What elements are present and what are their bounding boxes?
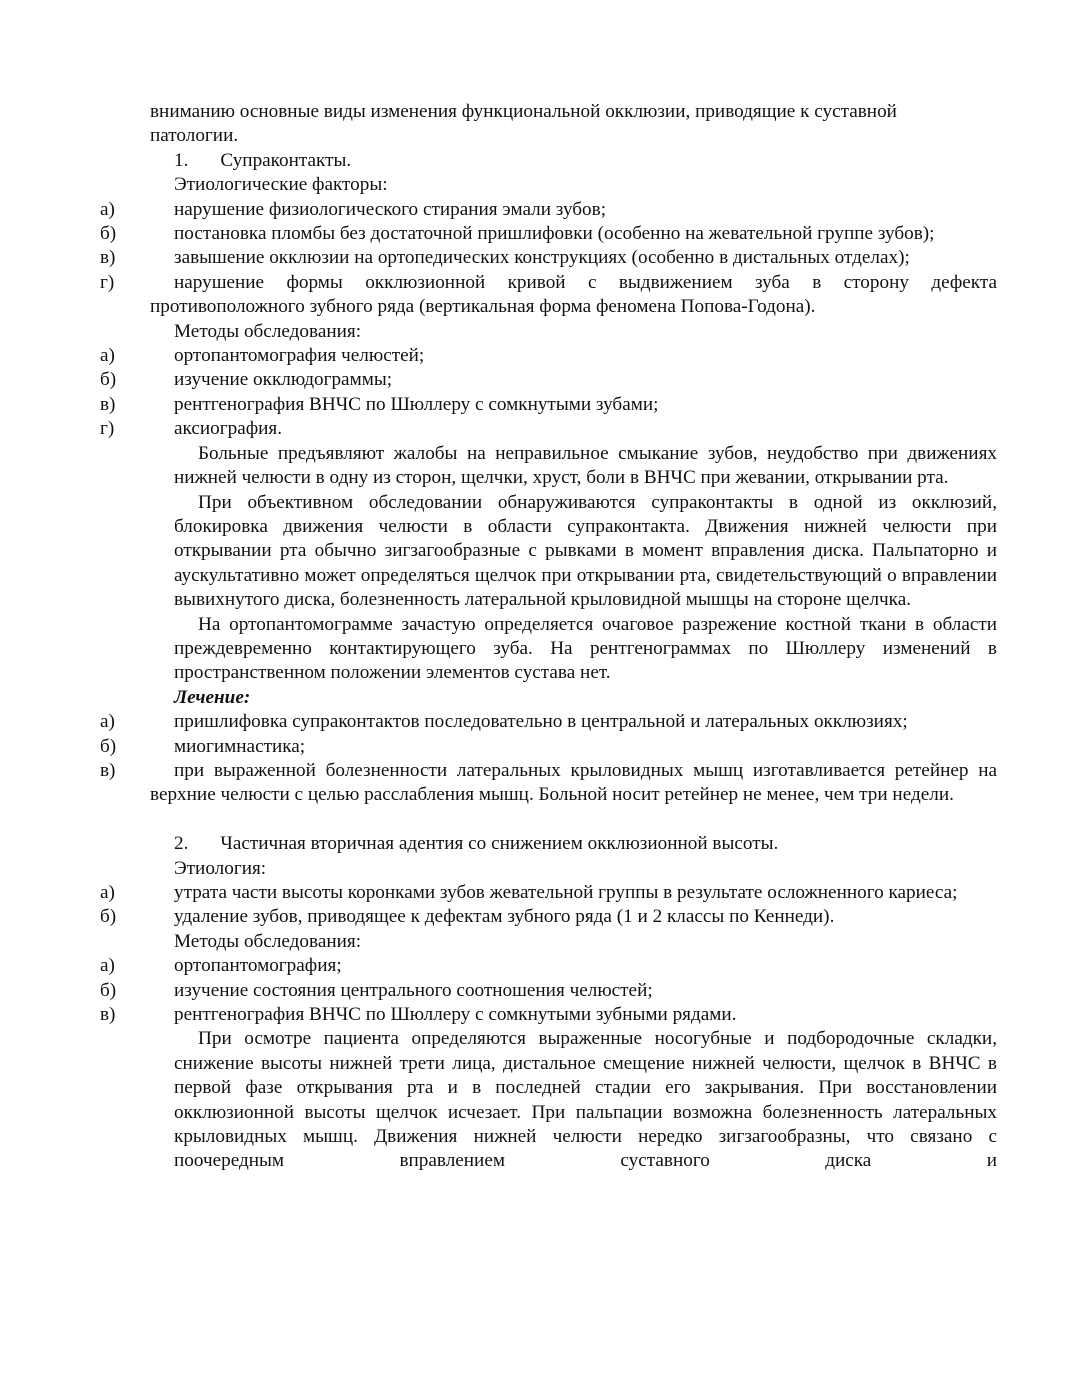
list-item-text: аксиография. [174, 418, 283, 440]
intro-line-2: патологии. [150, 125, 239, 147]
list-item [100, 979, 997, 1003]
list-item [100, 246, 997, 270]
list-marker: в) [100, 393, 116, 415]
list-item-text: рентгенография ВНЧС по Шюллеру с сомкнутыми зубами; [174, 393, 659, 415]
section-2-paragraph-examination: При осмотре пациента определяются выраженные носогубные и подбородочные складки, снижение высоты нижней трети лица, дистальное смещение нижней челюсти, щелчок в ВНЧС в первой фазе открывания рта и в последней стадии его закрывания. При восстановлении окклюзионной высоты щелчок исчезает. При пальпации возможна болезненность латеральных крыловидных мышц. Движения нижней челюсти нередко зигзагообразны, что связано с поочередным вправлением суставного диска и [174, 1028, 997, 1172]
section-spacer [150, 808, 997, 832]
section-1-title: Супраконтакты. [220, 149, 352, 171]
list-marker: а) [100, 881, 115, 903]
list-item-text: пришлифовка супраконтактов последовательно в центральной и латеральных окклюзиях; [174, 711, 908, 733]
list-item-text: ортопантомография челюстей; [174, 345, 425, 367]
section-1-paragraph-complaints: Больные предъявляют жалобы на неправильное смыкание зубов, неудобство при движениях нижней челюсти в одну из сторон, щелчки, хруст, боли в ВНЧС при жевании, открывании рта. [174, 442, 997, 489]
list-item [100, 905, 997, 929]
list-item-text: изучение окклюдограммы; [174, 369, 393, 391]
list-item-text: ортопантомография; [174, 955, 342, 977]
list-item [100, 881, 997, 905]
section-1-treatment-heading: Лечение: [174, 686, 251, 708]
list-item [100, 344, 997, 368]
section-2-title: Частичная вторичная адентия со снижением окклюзионной высоты. [220, 833, 779, 855]
list-item [100, 417, 997, 441]
list-item [100, 710, 997, 734]
list-item [100, 393, 997, 417]
list-item [100, 198, 997, 222]
section-2-etiology-heading: Этиология: [174, 857, 267, 879]
section-1-etiology-heading: Этиологические факторы: [174, 174, 388, 196]
list-item-text: завышение окклюзии на ортопедических конструкциях (особенно в дистальных отделах); [174, 247, 910, 269]
section-1-methods-heading: Методы обследования: [174, 320, 362, 342]
list-marker: а) [100, 711, 115, 733]
section-2-heading [150, 832, 997, 856]
list-marker: б) [100, 979, 117, 1001]
list-item-text: утрата части высоты коронками зубов жевательной группы в результате осложненного кариеса; [174, 881, 958, 903]
section-1-paragraph-examination: При объективном обследовании обнаруживаются супраконтакты в одной из окклюзий, блокировка движения челюсти в области супраконтакта. Движения нижней челюсти при открывании рта обычно зигзагообразные с рывками в момент вправления диска. Пальпаторно и аускультативно может определяться щелчок при открывании рта, свидетельствующий о вправлении вывихнутого диска, болезненность латеральной крыловидной мышцы на стороне щелчка. [174, 491, 997, 611]
section-1-heading [150, 149, 997, 173]
section-1-paragraph-radiography: На ортопантомограмме зачастую определяется очаговое разрежение костной ткани в области преждевременно контактирующего зуба. На рентгенограммах по Шюллеру изменений в пространственном положении элементов сустава нет. [174, 613, 997, 684]
list-item [100, 368, 997, 392]
intro-line-1: вниманию основные виды изменения функциональной окклюзии, приводящие к суставной [150, 101, 897, 122]
list-item-text: при выраженной болезненности латеральных крыловидных мышц изготавливается ретейнер на верхние челюсти с целью расслабления мышц. Больной носит ретейнер не менее, чем три недели. [150, 759, 997, 806]
list-item [100, 1003, 997, 1027]
list-marker: в) [100, 1004, 116, 1026]
list-marker: а) [100, 345, 115, 367]
list-marker: б) [100, 369, 117, 391]
section-1-number: 1. [174, 149, 189, 171]
list-marker: в) [100, 759, 116, 781]
list-marker: б) [100, 735, 117, 757]
list-item [100, 271, 997, 320]
list-item-text: миогимнастика; [174, 735, 306, 757]
list-marker: б) [100, 223, 117, 245]
list-item-text: изучение состояния центрального соотношения челюстей; [174, 979, 653, 1001]
section-2-number: 2. [174, 833, 189, 855]
document-body [100, 100, 997, 1198]
list-marker: в) [100, 247, 116, 269]
list-marker: г) [100, 271, 115, 293]
list-item-text: нарушение формы окклюзионной кривой с выдвижением зуба в сторону дефекта противоположного зубного ряда (вертикальная форма феномена Попова-Годона). [150, 271, 997, 318]
list-item-text: рентгенография ВНЧС по Шюллеру с сомкнутыми зубными рядами. [174, 1004, 737, 1026]
list-item-text: нарушение физиологического стирания эмали зубов; [174, 198, 607, 220]
list-marker: а) [100, 955, 115, 977]
list-item [100, 954, 997, 978]
list-item [100, 759, 997, 808]
list-marker: а) [100, 198, 115, 220]
section-2-methods-heading: Методы обследования: [174, 930, 362, 952]
list-item-text: удаление зубов, приводящее к дефектам зубного ряда (1 и 2 классы по Кеннеди). [174, 906, 835, 928]
list-item [100, 735, 997, 759]
list-marker: г) [100, 418, 115, 440]
list-item [100, 222, 997, 246]
list-item-text: постановка пломбы без достаточной пришлифовки (особенно на жевательной группе зубов); [174, 223, 935, 245]
list-marker: б) [100, 906, 117, 928]
